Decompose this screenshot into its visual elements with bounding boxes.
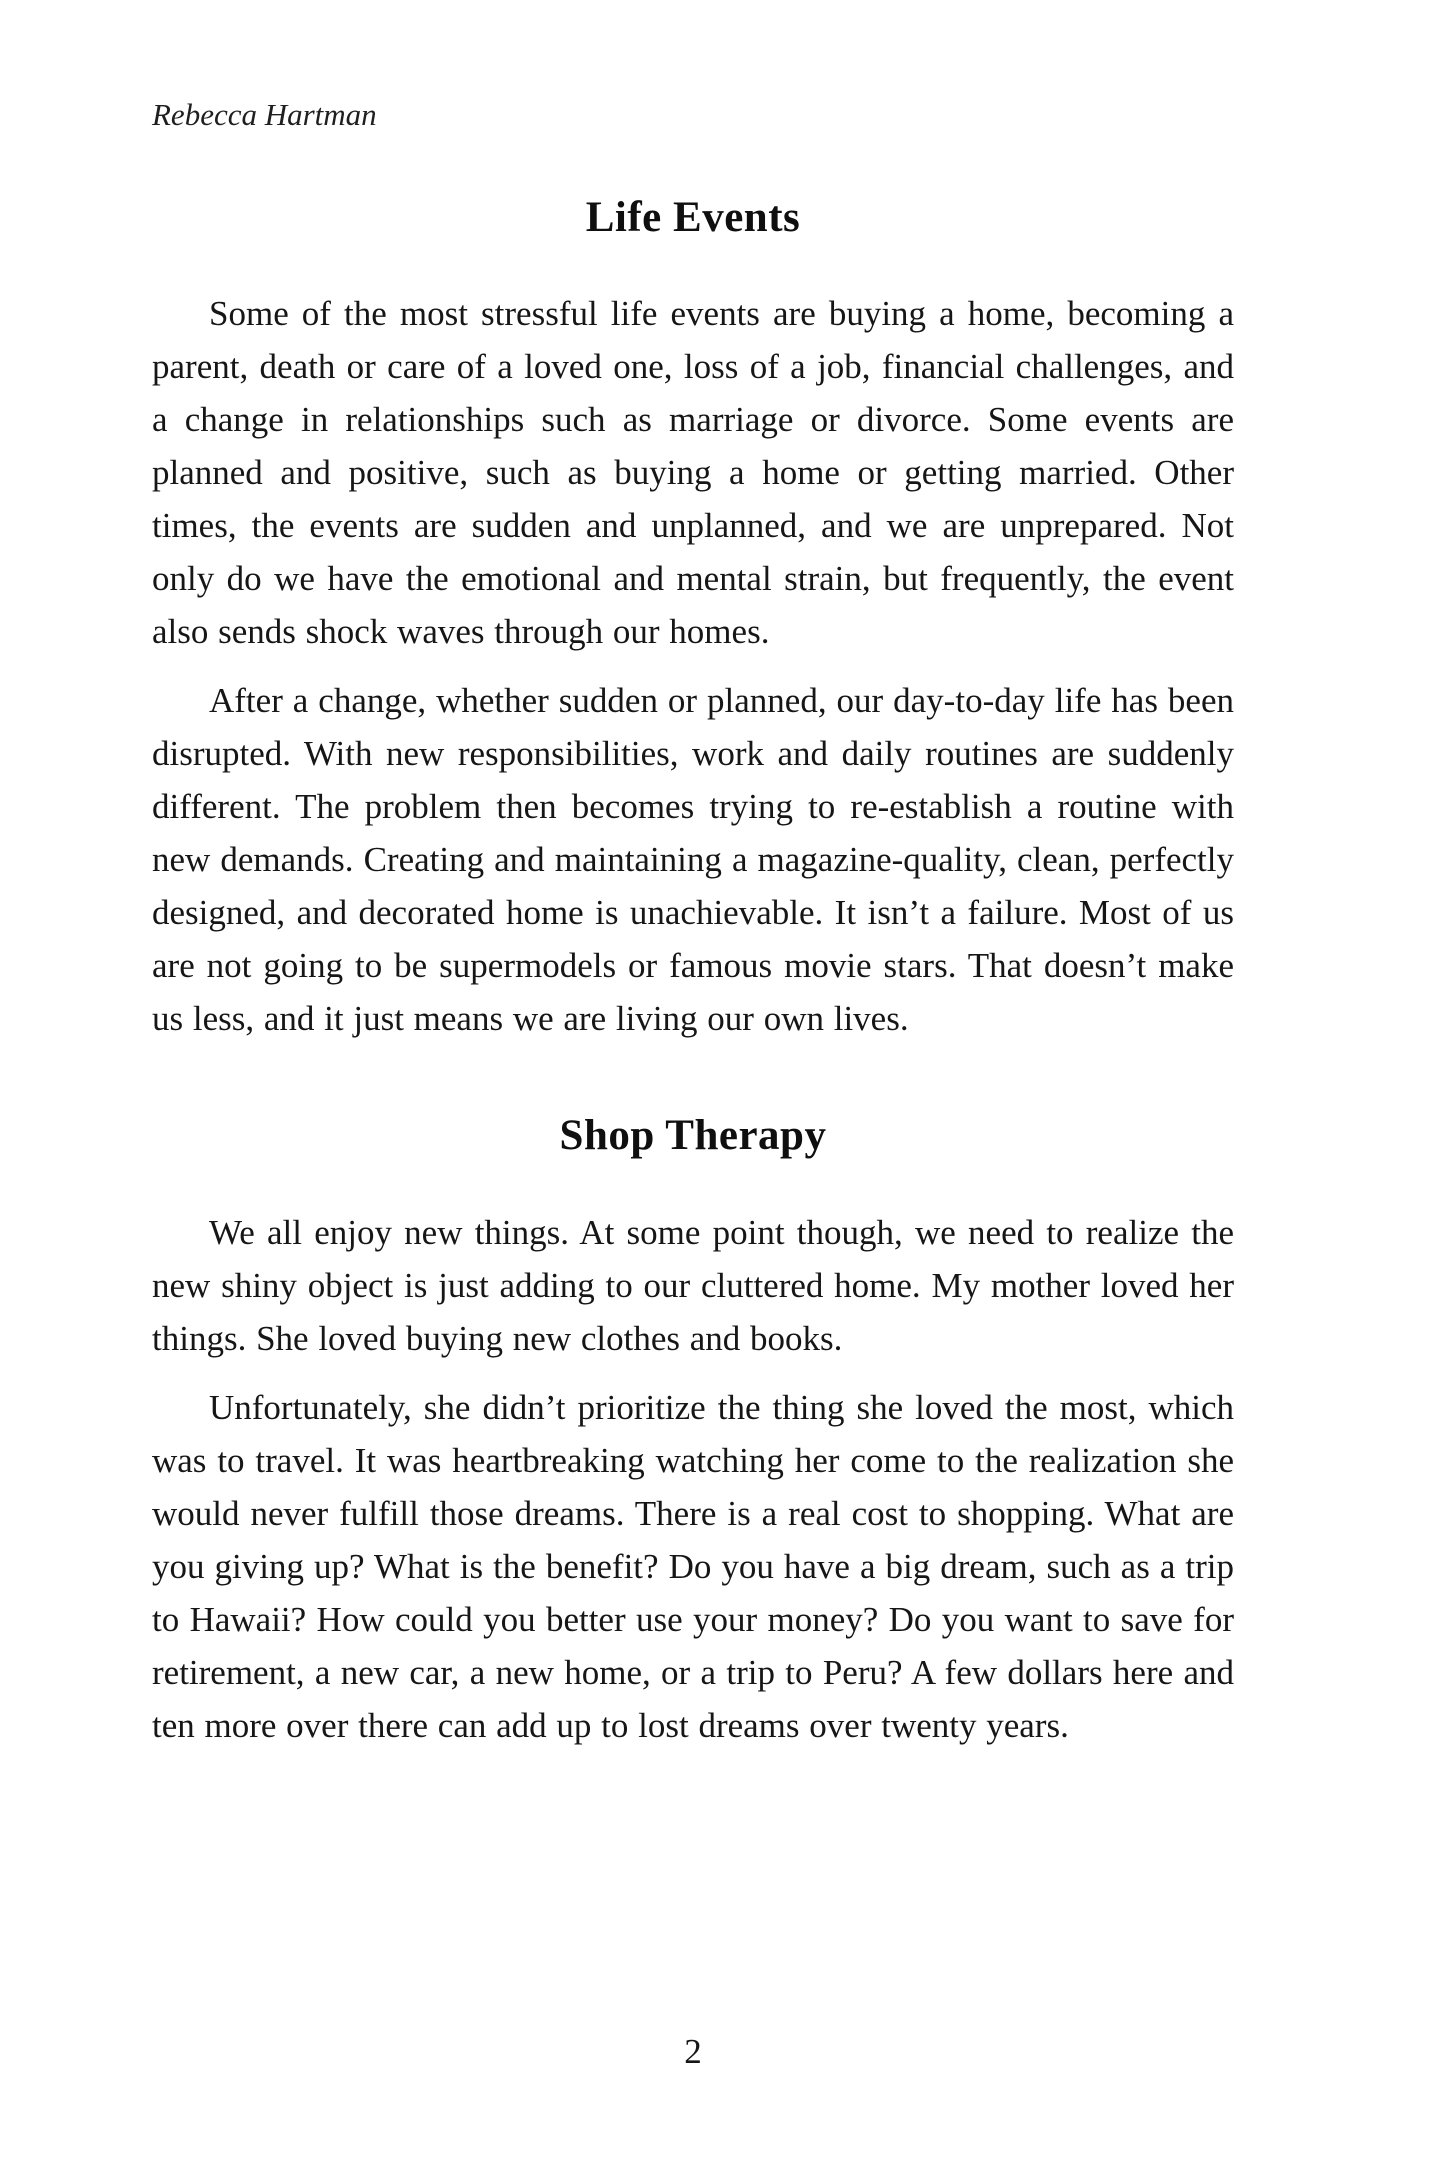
section-heading-shop-therapy: Shop Therapy [559,1112,827,1159]
page-content [152,0,1234,1752]
running-header-author: Rebecca Hartman [152,97,377,132]
body-paragraph: Unfortunately, she didn’t prioritize the thing she loved the most, which was to travel. It was heartbreaking watching her come to the realization she would never fulfill those dreams. There is a real cost to shopping. What are you giving up? What is the benefit? Do you have a big dream, such as a trip to Hawaii? How could you better use your money? Do you want to save for retirement, a new car, a new home, or a trip to Peru? A few dollars here and ten more over there can add up to lost dreams over twenty years. [152,1388,1234,1745]
section-heading-life-events: Life Events [585,194,801,241]
body-paragraph: After a change, whether sudden or planned, our day-to-day life has been disrupted. With new responsibilities, work and daily routines are suddenly different. The problem then becomes trying to re-establish a routine with new demands. Creating and maintaining a magazine-quality, clean, perfectly designed, and decorated home is unachievable. It isn’t a failure. Most of us are not going to be supermodels or famous movie stars. That doesn’t make us less, and it just means we are living our own lives. [152,681,1234,1038]
body-paragraph: Some of the most stressful life events are buying a home, becoming a parent, death or care of a loved one, loss of a job, financial challenges, and a change in relationships such as marriage or divorce. Some events are planned and positive, such as buying a home or getting married. Other times, the events are sudden and unplanned, and we are unprepared. Not only do we have the emotional and mental strain, but frequently, the event also sends shock waves through our homes. [152,294,1234,651]
page-number: 2 [684,2032,702,2071]
body-paragraph: We all enjoy new things. At some point though, we need to realize the new shiny object is just adding to our cluttered home. My mother loved her things. She loved buying new clothes and books. [152,1213,1234,1358]
